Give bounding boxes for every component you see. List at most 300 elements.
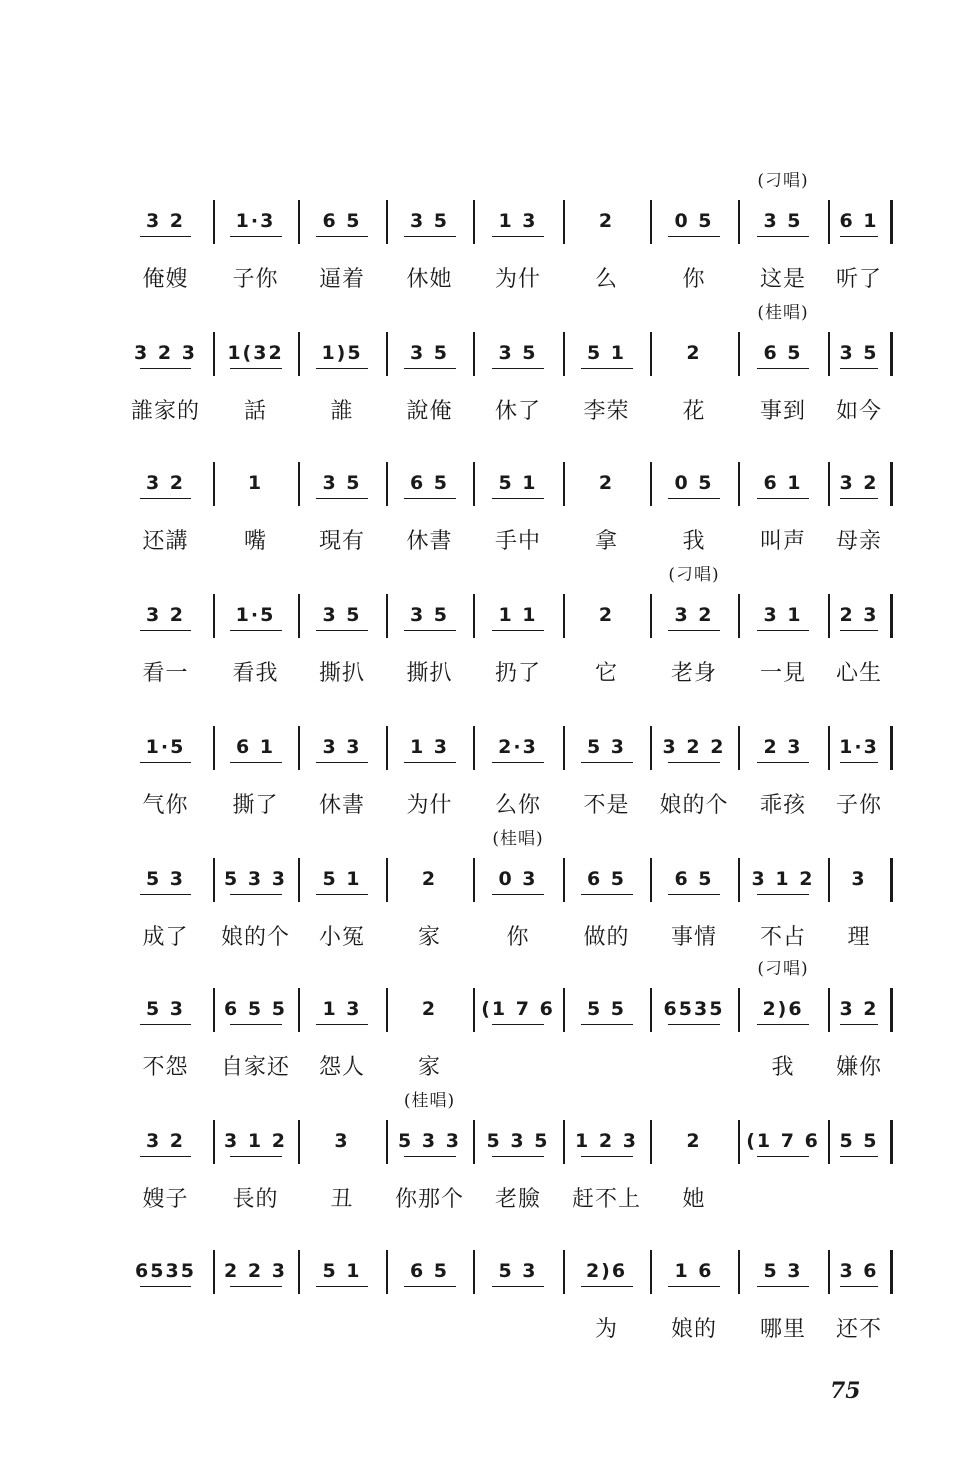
measure-notes: 1(32 [227, 342, 284, 364]
beam-line [581, 894, 633, 895]
measure-notes: 1·3 [235, 210, 276, 232]
bar-line [386, 858, 388, 902]
bar-line [828, 858, 830, 902]
measure-notes: 3 2 [145, 472, 186, 494]
beam-line [140, 894, 191, 895]
measure-notes: 1·5 [235, 604, 276, 626]
bar-line [213, 332, 215, 376]
beam-line [581, 368, 633, 369]
beam-line [316, 1024, 368, 1025]
bar-line [213, 858, 215, 902]
measure-notes: 3 5 [498, 342, 538, 364]
bar-line [298, 1120, 300, 1164]
beam-line [840, 498, 878, 499]
beam-line [581, 1024, 633, 1025]
measure-notes: 6 1 [839, 210, 879, 232]
bar-line [650, 462, 652, 506]
measure-notes: 2 3 [763, 736, 803, 758]
bar-line [890, 858, 893, 902]
bar-line [386, 332, 388, 376]
lyric: 逼着 [318, 267, 366, 292]
bar-line [386, 726, 388, 770]
lyric: 李荣 [583, 399, 630, 424]
lyric: 你 [506, 925, 530, 950]
bar-line [298, 726, 300, 770]
staff-system [130, 303, 898, 452]
bar-line [650, 1250, 652, 1294]
measure-notes: 6 5 [322, 210, 362, 232]
measure-notes: 0 3 [498, 868, 538, 890]
measure-notes: 3 2 3 [134, 342, 197, 364]
beam-line [757, 762, 809, 763]
lyric: 娘的个 [220, 925, 291, 950]
measure-notes: (1 7 6 [481, 998, 555, 1020]
beam-line [757, 1024, 809, 1025]
lyric: 休書 [406, 529, 453, 554]
notation-line [130, 332, 898, 424]
bar-line [890, 1120, 893, 1164]
bar-line [890, 594, 893, 638]
bar-line [213, 726, 215, 770]
role-marker: (桂唱) [403, 1091, 456, 1111]
measure-notes: 2)6 [762, 998, 804, 1020]
lyric: 手中 [494, 529, 542, 554]
lyric: 我 [682, 529, 706, 554]
lyric: 子你 [835, 793, 883, 818]
bar-line [298, 332, 300, 376]
measure-notes: 5 3 [145, 998, 186, 1020]
lyric: 不占 [759, 925, 807, 950]
bar-line [563, 200, 565, 244]
lyric: 老身 [670, 661, 718, 686]
beam-line [404, 630, 456, 631]
lyric: 誰家的 [130, 399, 201, 424]
lyric: 俺嫂 [142, 267, 189, 292]
beam-line [230, 368, 282, 369]
bar-line [473, 858, 475, 902]
measure-notes: 3 2 2 [662, 736, 726, 758]
bar-line [386, 200, 388, 244]
beam-line [230, 630, 282, 631]
role-marker: (桂唱) [757, 303, 809, 323]
measure-notes: 3 5 [409, 342, 450, 364]
lyric: 小冤 [318, 925, 366, 950]
measure-notes: 1 3 [409, 736, 450, 758]
beam-line [492, 894, 544, 895]
measure-notes: 5 3 [763, 1260, 803, 1282]
beam-line [492, 368, 544, 369]
bar-line [213, 1250, 215, 1294]
bar-line [890, 988, 893, 1032]
measure-notes: 6 5 [763, 342, 803, 364]
measure-notes: 1·5 [145, 736, 186, 758]
bar-line [298, 858, 300, 902]
measure-notes: 0 5 [674, 472, 714, 494]
bar-line [828, 332, 830, 376]
notation-line [138, 988, 898, 1080]
measure-notes: 1 1 [498, 604, 538, 626]
bar-line [298, 594, 300, 638]
bar-line [738, 726, 740, 770]
lyric: 哪里 [759, 1317, 807, 1342]
lyric: 丑 [330, 1187, 354, 1212]
measure-notes: 5 3 3 [398, 1130, 461, 1152]
measure-notes: 3 5 [322, 472, 362, 494]
lyric: 子你 [232, 267, 279, 292]
lyric: 理 [847, 925, 871, 950]
beam-line [668, 630, 720, 631]
beam-line [581, 762, 633, 763]
bar-line [213, 462, 215, 506]
measure-notes: 6535 [663, 998, 725, 1020]
measure-notes: 3 2 [674, 604, 714, 626]
measure-notes: 3 3 [322, 736, 362, 758]
beam-line [316, 236, 368, 237]
measure-notes: 1)5 [321, 342, 363, 364]
beam-line [140, 1286, 191, 1287]
measure-notes: 5 3 [498, 1260, 538, 1282]
notation-line [138, 726, 898, 818]
bar-line [563, 726, 565, 770]
notation-line [135, 1250, 898, 1342]
bar-line [386, 1250, 388, 1294]
bar-line [213, 200, 215, 244]
bar-line [213, 594, 215, 638]
beam-line [840, 762, 878, 763]
beam-line [404, 368, 456, 369]
bar-line [738, 988, 740, 1032]
bar-line [890, 200, 893, 244]
bar-line [738, 1250, 740, 1294]
beam-line [840, 1286, 878, 1287]
measure-notes: 3 5 [409, 210, 450, 232]
measure-notes: 6535 [135, 1260, 196, 1282]
bar-line [386, 462, 388, 506]
measure-notes: 6 5 5 [224, 998, 287, 1020]
measure-notes: 6 1 [235, 736, 276, 758]
lyric: 家 [417, 1055, 442, 1080]
measure-notes: 1·3 [839, 736, 879, 758]
lyric: 話 [243, 399, 268, 424]
beam-line [230, 894, 282, 895]
bar-line [473, 462, 475, 506]
measure-notes: 6 5 [409, 472, 450, 494]
lyric: 它 [594, 661, 619, 686]
lyric: 做的 [583, 925, 630, 950]
notation-line [138, 200, 898, 292]
staff-system [138, 1091, 898, 1240]
lyric: 不怨 [142, 1055, 189, 1080]
notation-line [138, 858, 898, 950]
role-marker: (刁唱) [668, 565, 720, 585]
lyric: 事情 [670, 925, 718, 950]
bar-line [828, 726, 830, 770]
lyric: 你那个 [394, 1187, 465, 1212]
measure-notes: 2 [686, 1130, 702, 1152]
lyric: 自家还 [220, 1055, 291, 1080]
lyric: 她 [682, 1187, 706, 1212]
measure-notes: 2 [598, 210, 615, 232]
beam-line [316, 894, 368, 895]
beam-line [140, 236, 191, 237]
lyric: 娘的个 [659, 793, 729, 818]
measure-notes: 3 1 [763, 604, 803, 626]
measure-notes: 1 3 [498, 210, 538, 232]
bar-line [890, 1250, 893, 1294]
beam-line [668, 1286, 720, 1287]
measure-notes: 2 [686, 342, 702, 364]
lyric: 如今 [835, 399, 883, 424]
bar-line [738, 332, 740, 376]
bar-line [386, 1120, 388, 1164]
lyric: 嫂子 [142, 1187, 189, 1212]
beam-line [492, 1156, 544, 1157]
bar-line [473, 988, 475, 1032]
staff-system [135, 1250, 898, 1370]
lyric: 休了 [494, 399, 542, 424]
beam-line [140, 368, 191, 369]
beam-line [492, 1024, 544, 1025]
beam-line [840, 368, 878, 369]
bar-line [828, 200, 830, 244]
beam-line [840, 236, 878, 237]
bar-line [738, 594, 740, 638]
measure-notes: 2 [421, 868, 438, 890]
beam-line [404, 1156, 456, 1157]
beam-line [230, 236, 282, 237]
staff-system [138, 565, 898, 714]
measure-notes: 5 1 [498, 472, 538, 494]
bar-line [828, 1120, 830, 1164]
lyric: 为什 [406, 793, 453, 818]
measure-notes: 1 [247, 472, 264, 494]
bar-line [473, 594, 475, 638]
lyric: 叫声 [759, 529, 807, 554]
bar-line [650, 200, 652, 244]
beam-line [840, 1156, 878, 1157]
lyric: 母亲 [835, 529, 883, 554]
measure-notes: 6 1 [763, 472, 803, 494]
bar-line [650, 332, 652, 376]
bar-line [738, 200, 740, 244]
beam-line [140, 1156, 191, 1157]
beam-line [757, 1286, 809, 1287]
lyric: 花 [682, 399, 706, 424]
measure-notes: 5 3 [586, 736, 627, 758]
bar-line [828, 1250, 830, 1294]
lyric: 么 [594, 267, 619, 292]
measure-notes: 5 5 [586, 998, 627, 1020]
lyric: 听了 [835, 267, 883, 292]
bar-line [890, 332, 893, 376]
bar-line [298, 1250, 300, 1294]
measure-notes: 3 5 [839, 342, 879, 364]
measure-notes: 5 3 3 [224, 868, 287, 890]
beam-line [581, 1156, 633, 1157]
bar-line [563, 988, 565, 1032]
bar-line [298, 988, 300, 1032]
measure-notes: 2 [598, 604, 615, 626]
beam-line [757, 894, 809, 895]
lyric: 事到 [759, 399, 807, 424]
measure-notes: 5 3 [145, 868, 186, 890]
bar-line [650, 988, 652, 1032]
measure-notes: 3 2 [145, 604, 186, 626]
beam-line [757, 368, 809, 369]
measure-notes: 1 2 3 [575, 1130, 638, 1152]
role-marker: (桂唱) [492, 829, 544, 849]
beam-line [404, 498, 456, 499]
bar-line [650, 1120, 652, 1164]
beam-line [840, 1024, 878, 1025]
measure-notes: 3 5 [763, 210, 803, 232]
bar-line [473, 200, 475, 244]
bar-line [386, 594, 388, 638]
lyric: 不是 [583, 793, 630, 818]
beam-line [316, 1286, 368, 1287]
bar-line [473, 1120, 475, 1164]
bar-line [650, 726, 652, 770]
role-marker: (刁唱) [757, 171, 809, 191]
bar-line [650, 858, 652, 902]
beam-line [668, 894, 720, 895]
measure-notes: 2 3 [839, 604, 879, 626]
measure-notes: 1 6 [674, 1260, 714, 1282]
lyric: 撕扒 [406, 661, 453, 686]
bar-line [890, 462, 893, 506]
measure-notes: 3 5 [322, 604, 362, 626]
measure-notes: 6 5 [586, 868, 627, 890]
lyric: 休她 [406, 267, 453, 292]
role-marker: (刁唱) [757, 959, 809, 979]
lyric: 撕扒 [318, 661, 366, 686]
bar-line [473, 726, 475, 770]
bar-line [213, 1120, 215, 1164]
measure-notes: 2 [421, 998, 438, 1020]
beam-line [492, 498, 544, 499]
lyric: 扔了 [494, 661, 542, 686]
lyric: 你 [682, 267, 706, 292]
staff-system [138, 462, 898, 582]
beam-line [757, 1156, 809, 1157]
measure-notes: 3 1 2 [751, 868, 815, 890]
beam-line [668, 1024, 720, 1025]
beam-line [492, 630, 544, 631]
beam-line [230, 1286, 282, 1287]
lyric: 气你 [142, 793, 189, 818]
beam-line [492, 236, 544, 237]
measure-notes: 2 2 3 [224, 1260, 287, 1282]
lyric: 長的 [232, 1187, 279, 1212]
lyric: 說俺 [406, 399, 453, 424]
lyric: 乖孩 [759, 793, 807, 818]
beam-line [316, 368, 368, 369]
notation-line [138, 1120, 898, 1212]
measure-notes: 3 1 2 [224, 1130, 287, 1152]
beam-line [140, 1024, 191, 1025]
bar-line [386, 988, 388, 1032]
measure-notes: 3 2 [839, 472, 879, 494]
bar-line [563, 858, 565, 902]
bar-line [563, 332, 565, 376]
beam-line [316, 498, 368, 499]
bar-line [563, 594, 565, 638]
lyric: 老臉 [494, 1187, 542, 1212]
measure-notes: 5 5 [839, 1130, 879, 1152]
bar-line [473, 332, 475, 376]
beam-line [492, 762, 544, 763]
beam-line [316, 762, 368, 763]
bar-line [890, 726, 893, 770]
beam-line [404, 236, 456, 237]
bar-line [473, 1250, 475, 1294]
lyric: 誰 [330, 399, 354, 424]
bar-line [738, 858, 740, 902]
bar-line [298, 200, 300, 244]
bar-line [738, 1120, 740, 1164]
bar-line [563, 462, 565, 506]
beam-line [140, 762, 191, 763]
bar-line [563, 1120, 565, 1164]
beam-line [492, 1286, 544, 1287]
notation-line [138, 462, 898, 554]
measure-notes: 2)6 [585, 1260, 628, 1282]
bar-line [298, 462, 300, 506]
lyric: 現有 [318, 529, 366, 554]
bar-line [828, 594, 830, 638]
lyric: 看一 [142, 661, 189, 686]
lyric: 为什 [494, 267, 542, 292]
lyric: 拿 [594, 529, 619, 554]
measure-notes: 2·3 [498, 736, 538, 758]
lyric: 为 [594, 1317, 619, 1342]
lyric: 一見 [759, 661, 807, 686]
notation-line [138, 594, 898, 686]
beam-line [140, 630, 191, 631]
lyric: 撕了 [232, 793, 279, 818]
beam-line [840, 630, 878, 631]
measure-notes: 5 1 [322, 868, 362, 890]
lyric: 还不 [835, 1317, 883, 1342]
lyric: 我 [771, 1055, 795, 1080]
beam-line [668, 762, 720, 763]
lyric: 赶不上 [571, 1187, 642, 1212]
lyric: 娘的 [670, 1317, 718, 1342]
beam-line [230, 762, 282, 763]
bar-line [650, 594, 652, 638]
bar-line [563, 1250, 565, 1294]
measure-notes: 6 5 [674, 868, 714, 890]
lyric: 家 [417, 925, 442, 950]
lyric: 看我 [232, 661, 279, 686]
beam-line [757, 630, 809, 631]
measure-notes: 3 [851, 868, 867, 890]
bar-line [828, 462, 830, 506]
measure-notes: 5 3 5 [486, 1130, 550, 1152]
measure-notes: 3 6 [839, 1260, 879, 1282]
measure-notes: 6 5 [409, 1260, 450, 1282]
beam-line [316, 630, 368, 631]
lyric: 休書 [318, 793, 366, 818]
lyric: 成了 [142, 925, 189, 950]
measure-notes: 3 2 [839, 998, 879, 1020]
beam-line [581, 1286, 633, 1287]
measure-notes: 5 1 [322, 1260, 362, 1282]
measure-notes: 3 [334, 1130, 350, 1152]
beam-line [230, 1024, 282, 1025]
measure-notes: 1 3 [322, 998, 362, 1020]
beam-line [404, 1286, 456, 1287]
